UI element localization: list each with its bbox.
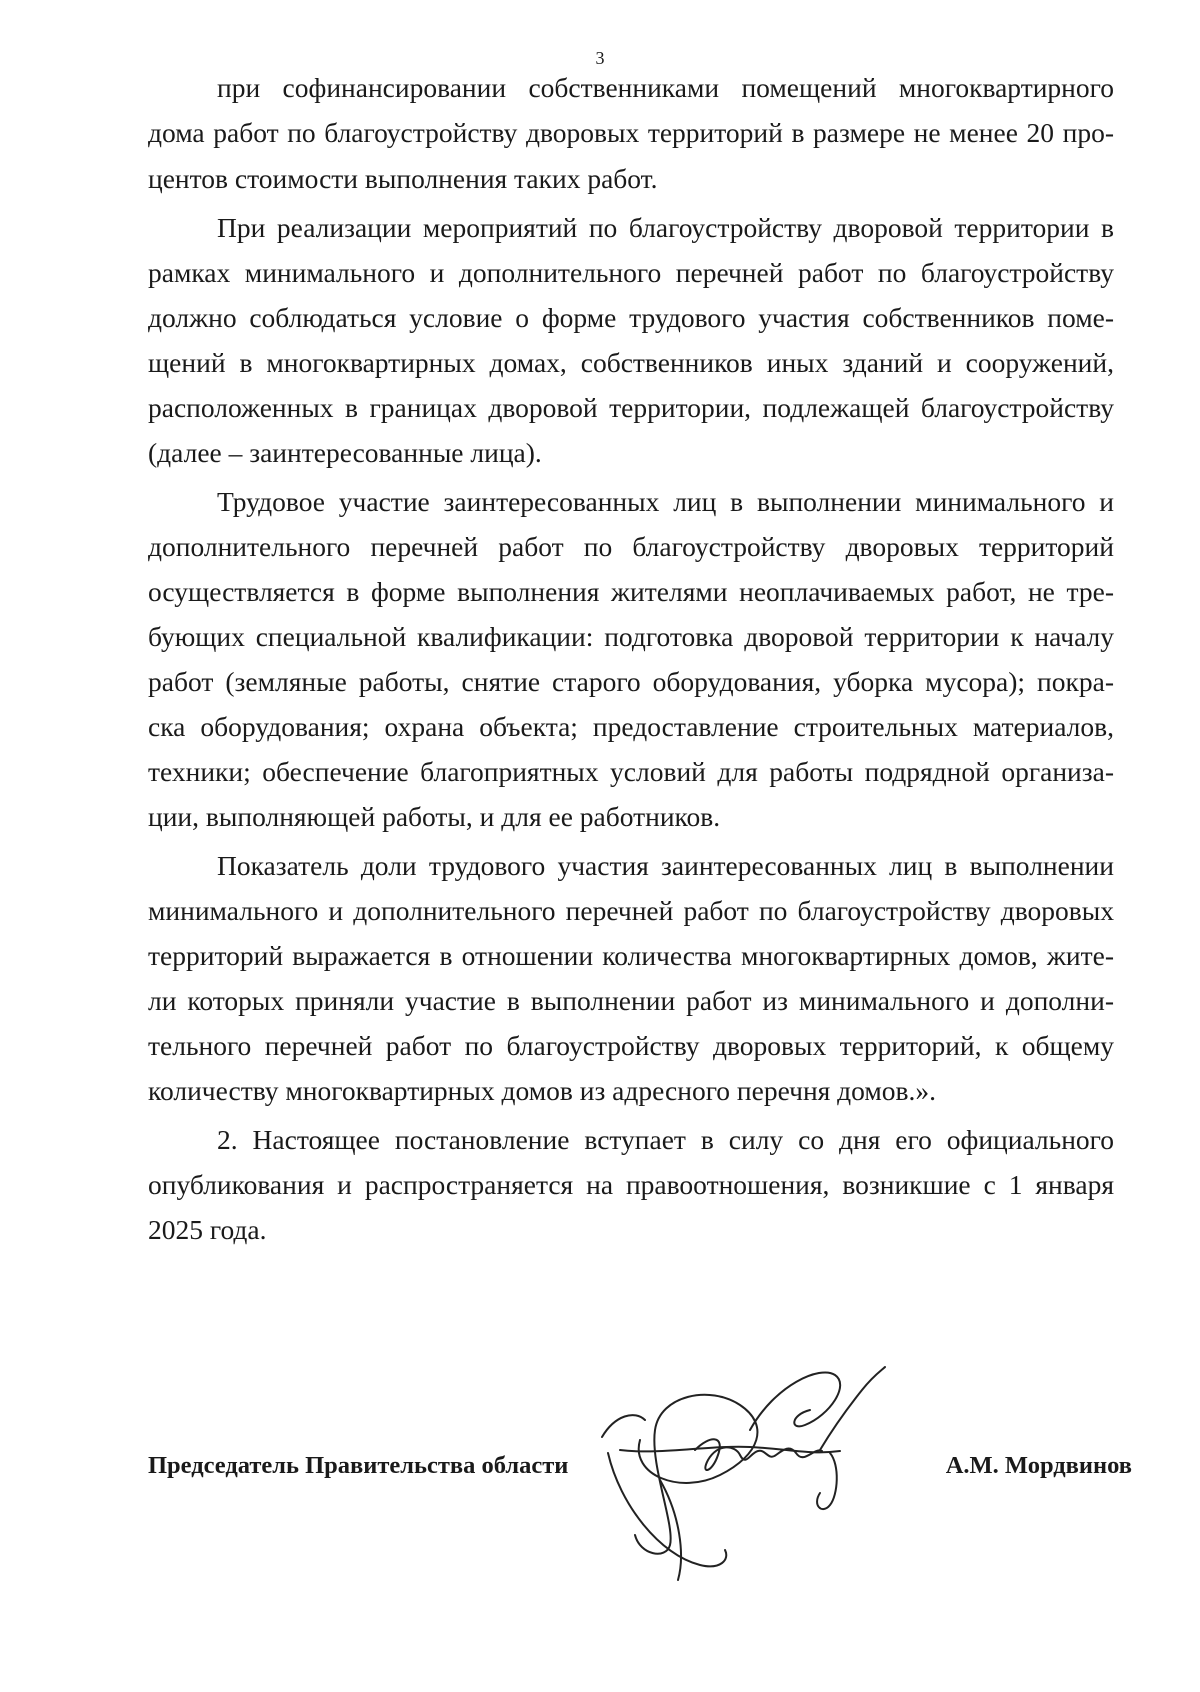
text-line: При реализации мероприятий по благоустройству дворовой территории в (217, 212, 1114, 243)
signer-position: Председатель Правительства области (148, 1452, 569, 1479)
text-line: количеству многоквартирных домов из адресного перечня домов.». (148, 1075, 937, 1106)
handwritten-signature (600, 1355, 960, 1585)
text-line: щений в многоквартирных домах, собственников иных зданий и сооружений, (148, 347, 1114, 378)
text-line: территорий выражается в отношении количества многоквартирных домов, жите- (148, 940, 1114, 971)
text-line: ска оборудования; охрана объекта; предоставление строительных материалов, (148, 711, 1114, 742)
text-line: дополнительного перечней работ по благоустройству дворовых территорий (148, 531, 1114, 562)
text-line: техники; обеспечение благоприятных условий для работы подрядной организа- (148, 756, 1114, 787)
text-line: должно соблюдаться условие о форме трудового участия собственников поме- (148, 302, 1114, 333)
text-line: центов стоимости выполнения таких работ. (148, 163, 658, 194)
text-line: (далее – заинтересованные лица). (148, 437, 542, 468)
signer-name: А.М. Мордвинов (945, 1452, 1132, 1479)
text-line: ции, выполняющей работы, и для ее работников. (148, 801, 721, 832)
text-line: Показатель доли трудового участия заинтересованных лиц в выполнении (217, 850, 1114, 881)
text-line: 2025 года. (148, 1214, 267, 1245)
text-line: при софинансировании собственниками помещений многоквартирного (217, 72, 1114, 103)
text-line: Трудовое участие заинтересованных лиц в выполнении минимального и (217, 486, 1114, 517)
text-line: расположенных в границах дворовой территории, подлежащей благоустройству (148, 392, 1114, 423)
text-line: тельного перечней работ по благоустройству дворовых территорий, к общему (148, 1030, 1114, 1061)
text-line: рамках минимального и дополнительного перечней работ по благоустройству (148, 257, 1114, 288)
text-line: осуществляется в форме выполнения жителями неоплачиваемых работ, не тре- (148, 576, 1114, 607)
text-line: работ (земляные работы, снятие старого оборудования, уборка мусора); покра- (148, 666, 1114, 697)
text-line: бующих специальной квалификации: подготовка дворовой территории к началу (148, 621, 1114, 652)
text-line: опубликования и распространяется на правоотношения, возникшие с 1 января (148, 1169, 1114, 1200)
text-line: минимального и дополнительного перечней работ по благоустройству дворовых (148, 895, 1114, 926)
text-line: ли которых приняли участие в выполнении работ из минимального и дополни- (148, 985, 1114, 1016)
text-line: дома работ по благоустройству дворовых территорий в размере не менее 20 про- (148, 117, 1114, 148)
page-number: 3 (595, 48, 605, 68)
text-line: 2. Настоящее постановление вступает в силу со дня его официального (217, 1124, 1114, 1155)
